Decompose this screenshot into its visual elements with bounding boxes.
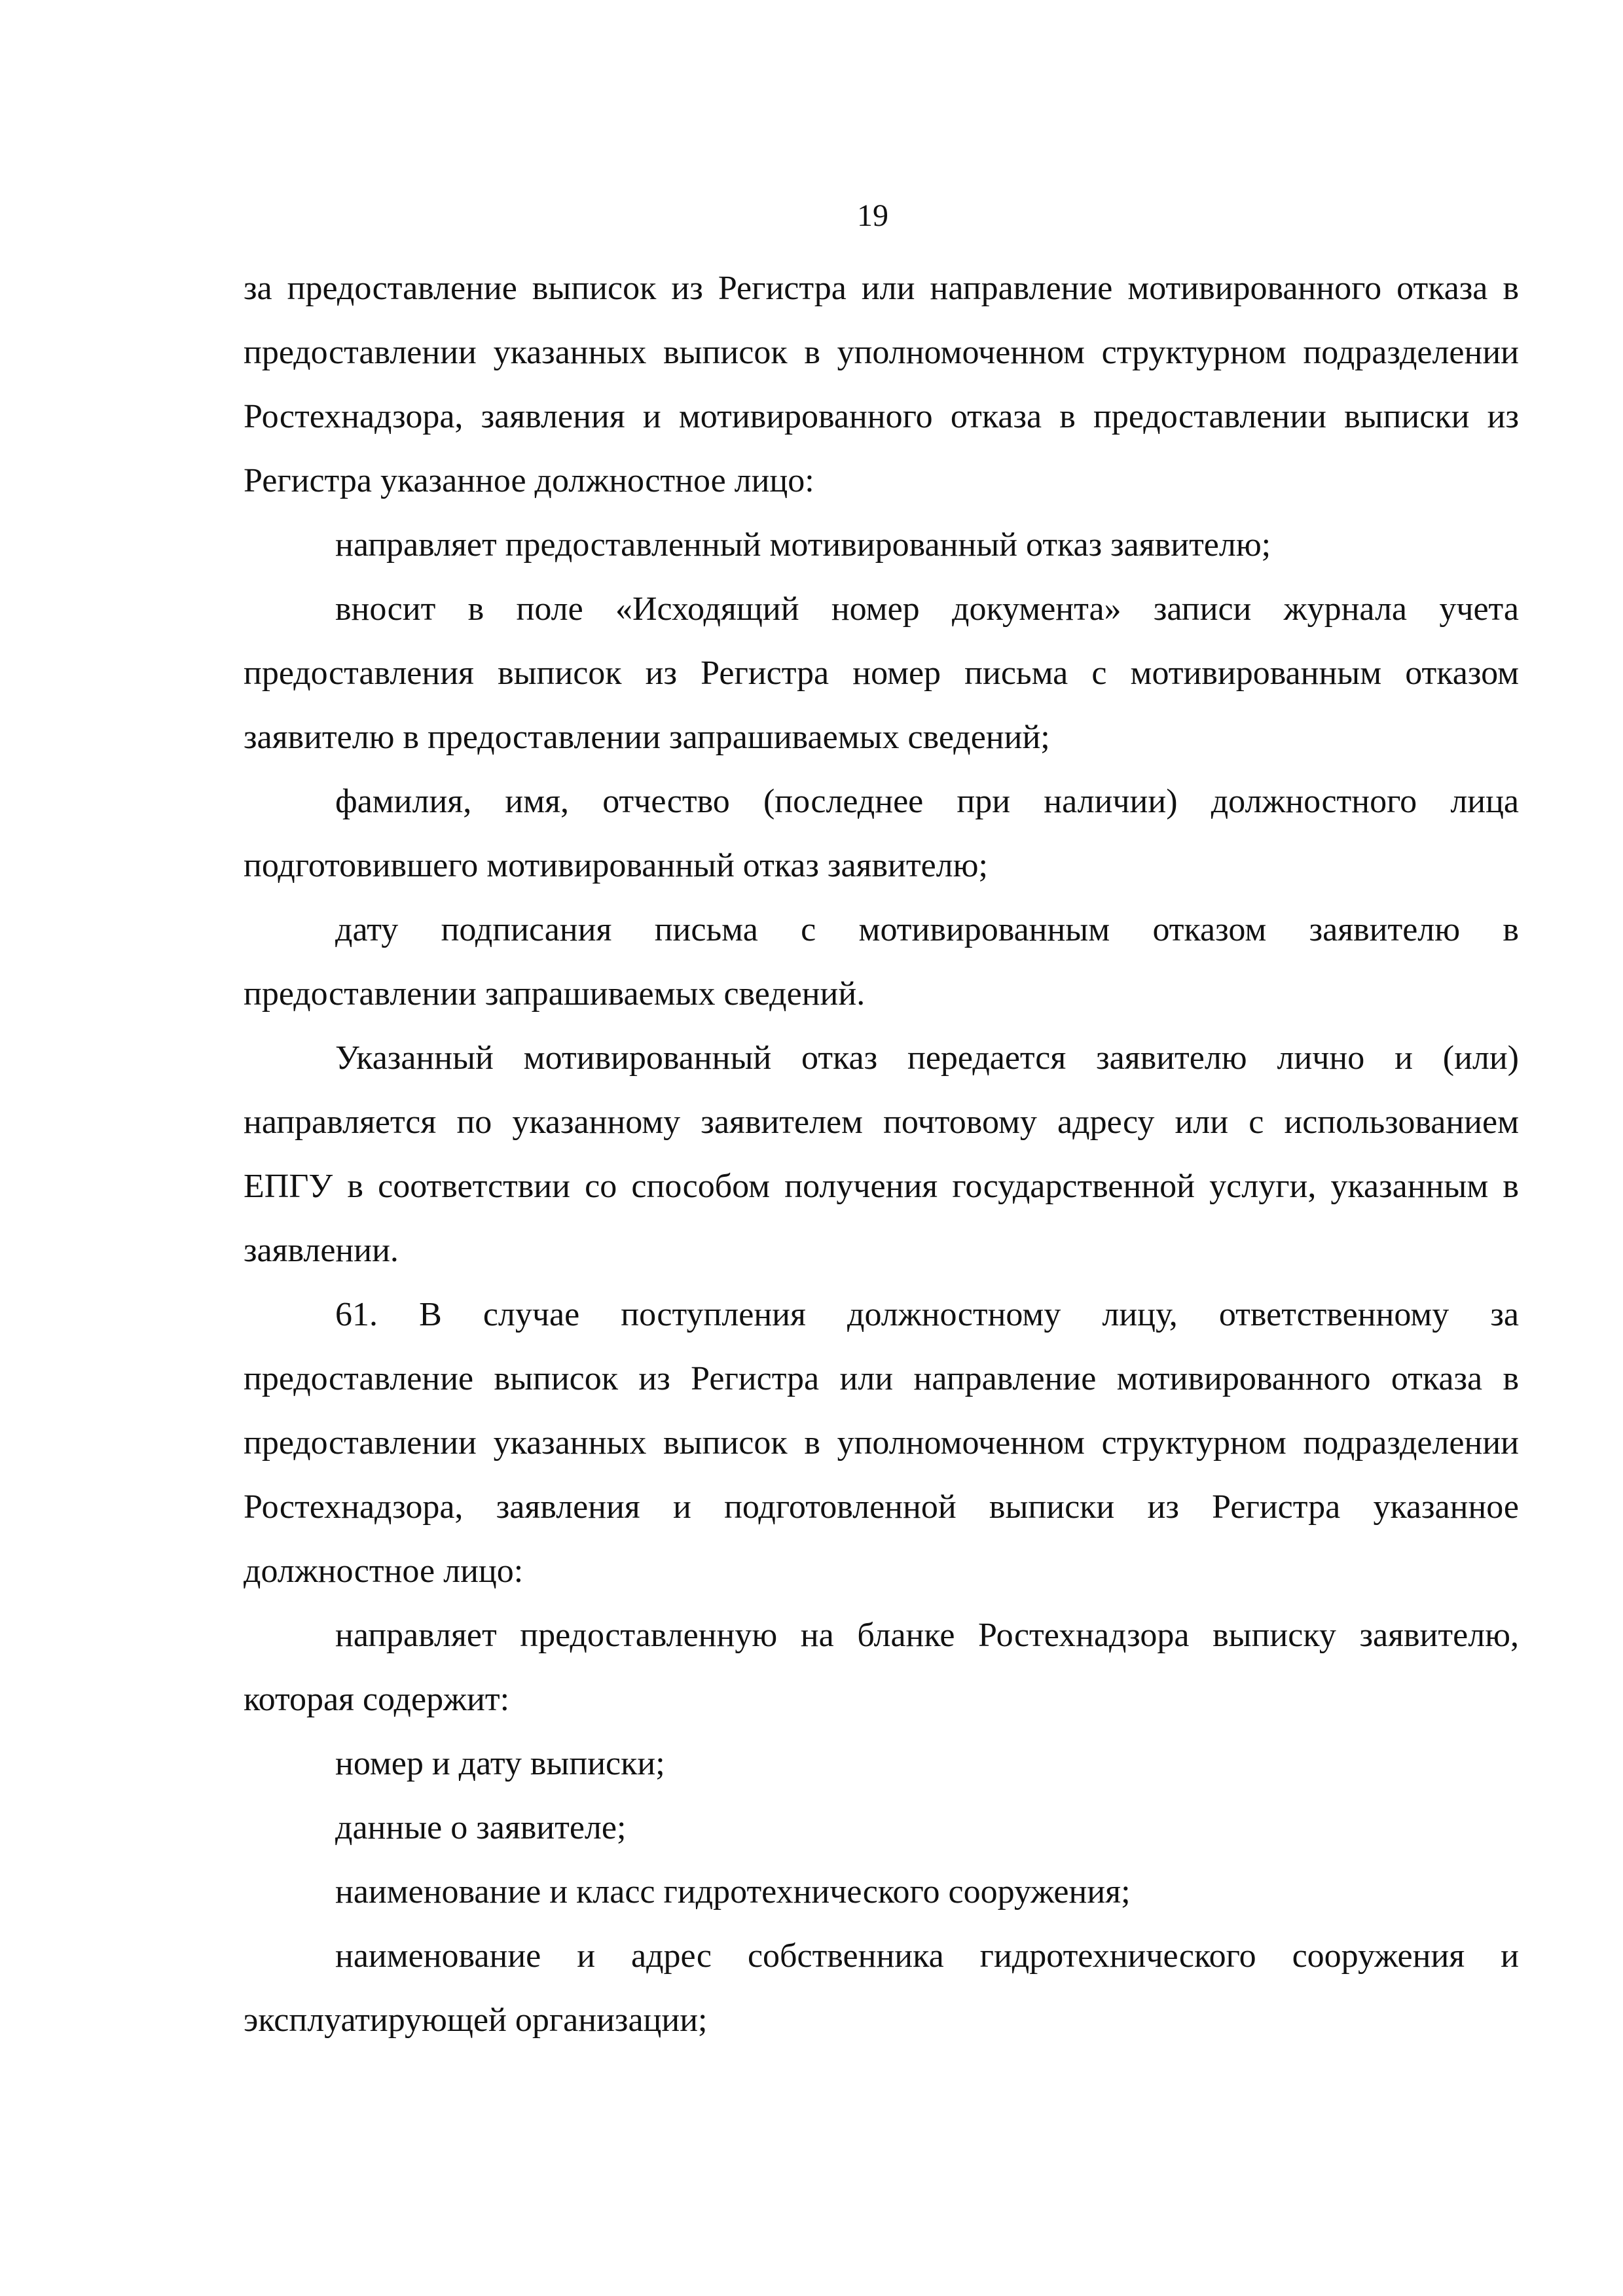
paragraph: фамилия, имя, отчество (последнее при наличии) должностного лица подготовившего мотивированный отказ заявителю;: [244, 783, 1519, 884]
paragraph-clause-61: 61. В случае поступления должностному лицу, ответственному за предоставление выписок из Регистра или направление мотивированного отказа в предоставлении указанных выписок в уполномоченном структурном подразделении Ростехнадзора, заявления и подготовленной выписки из Регистра указанное должностное лицо:: [244, 1296, 1519, 1590]
paragraph: направляет предоставленную на бланке Ростехнадзора выписку заявителю, которая содержит:: [244, 1617, 1519, 1718]
list-item: наименование и класс гидротехнического сооружения;: [335, 1873, 1131, 1910]
list-item: данные о заявителе;: [335, 1809, 627, 1846]
paragraph: дату подписания письма с мотивированным отказом заявителю в предоставлении запрашиваемых сведений.: [244, 911, 1519, 1013]
paragraph: за предоставление выписок из Регистра или направление мотивированного отказа в предоставлении указанных выписок в уполномоченном структурном подразделении Ростехнадзора, заявления и мотивированного отказа в предоставлении выписки из Регистра указанное должностное лицо:: [244, 270, 1519, 499]
paragraph: направляет предоставленный мотивированный отказ заявителю;: [335, 526, 1271, 564]
paragraph: Указанный мотивированный отказ передается заявителю лично и (или) направляется по указанному заявителем почтовому адресу или с использованием ЕПГУ в соответствии со способом получения государственной услуги, указанным в заявлении.: [244, 1039, 1519, 1269]
list-item: наименование и адрес собственника гидротехнического сооружения и эксплуатирующей организации;: [244, 1937, 1519, 2039]
list-item: номер и дату выписки;: [335, 1745, 665, 1782]
paragraph: вносит в поле «Исходящий номер документа» записи журнала учета предоставления выписок из Регистра номер письма с мотивированным отказом заявителю в предоставлении запрашиваемых сведений;: [244, 590, 1519, 756]
document-body: [244, 257, 1519, 2053]
page-number: 19: [857, 198, 888, 233]
